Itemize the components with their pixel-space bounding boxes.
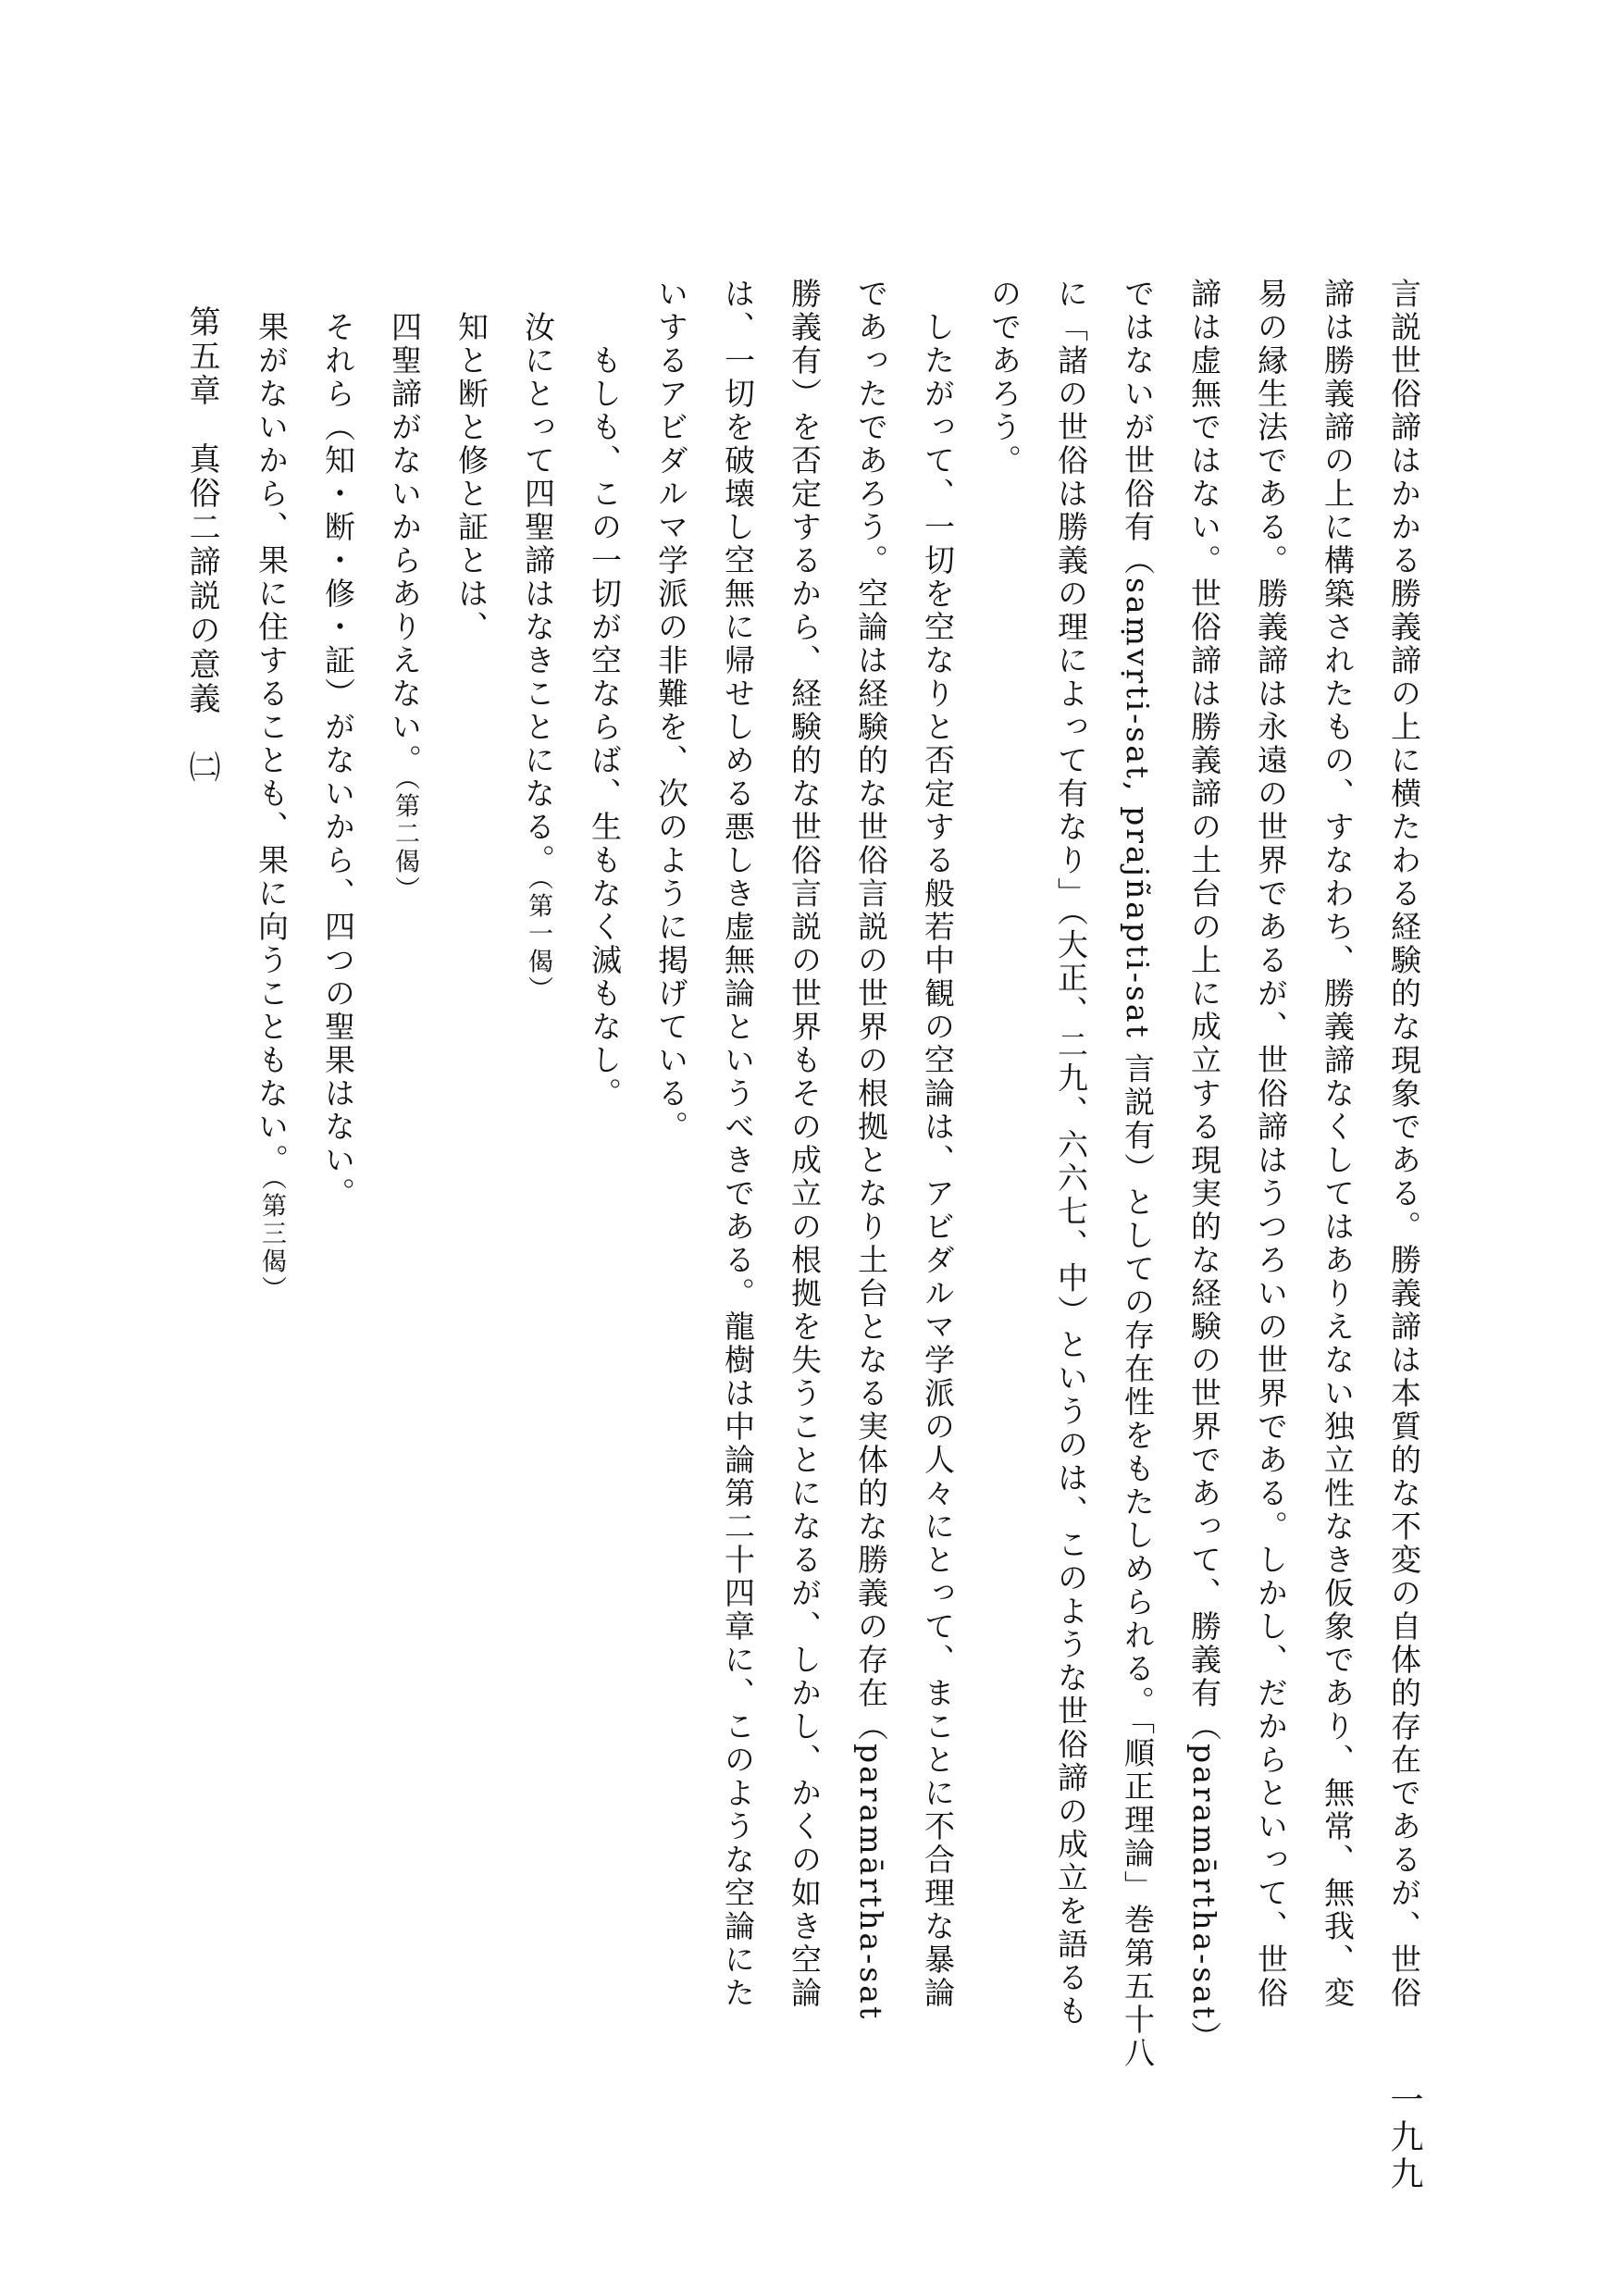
verse-line [571,278,638,2036]
text-line: のであろう。 [986,278,1023,478]
verse-line [371,278,438,2036]
text-line: 勝義有）を否定するから、経験的な世俗言説の世界もその成立の根拠を失うことになるが、しかし、かくの如き空論 [787,278,823,2010]
running-title: 第五章 真俗二諦説の意義 ㈡ [183,305,220,785]
text-line: は、一切を破壊し空無に帰せしめる悪しき虚無論というべきである。龍樹は中論第二十四章に、このような空論にた [720,278,756,2010]
text-line: いするアビダルマ学派の非難を、次のように掲げている。 [653,278,689,1144]
body-text [238,278,1437,2070]
page-number: 一九九 [1385,2082,1423,2193]
verse-number: （第一偈） [524,877,552,1004]
verse-line [238,278,304,2036]
verse-number: （第三偈） [257,1177,286,1304]
verse-line [304,278,371,2036]
verse-line [438,278,504,2036]
verse-text: 汝にとって四聖諦はなきことになる。 [520,311,556,877]
text-line: したがって、一切を空なりと否定する般若中観の空論は、アビダルマ学派の人々にとって、まことに不合理な暴論 [920,311,956,2010]
verse-text: もしも、この一切が空ならば、生もなく滅もなし。 [587,344,623,1111]
verse-text: 四聖諦がないからありえない。 [387,311,423,777]
verse-line [504,278,571,2036]
text-line: 易の縁生法である。勝義諦は永遠の世界であるが、世俗諦はうつろいの世界である。しかし、だからといって、世俗 [1253,278,1289,2010]
text-line: 諦は虚無ではない。世俗諦は勝義諦の土台の上に成立する現実的な経験の世界であって、勝義有（paramārtha-sat） [1186,278,1222,2055]
text-line: 言説世俗諦はかかる勝義諦の上に横たわる経験的な現象である。勝義諦は本質的な不変の自体的存在であるが、世俗 [1386,278,1422,2010]
verse-text: 果がないから、果に住することも、果に向うこともない。 [254,311,290,1177]
text-line: であったであろう。空論は経験的な世俗言説の世界の根拠となり土台となる実体的な勝義の存在（paramārtha-sat [853,278,889,2022]
verse-text: 知と断と修と証とは、 [453,311,490,644]
text-line: 諦は勝義諦の上に構築されたもの、すなわち、勝義諦なくしてはありえない独立性なき仮象であり、無常、無我、変 [1320,278,1356,2010]
verse-number: （第二偈） [391,777,419,904]
verse-text: それら（知・断・修・証）がないから、四つの聖果はない。 [320,311,356,1210]
text-line: に「諸の世俗は勝義の理によって有なり」（大正、二九、六六七、中）というのは、このような世俗諦の成立を語るも [1053,278,1089,2029]
text-line: ではないが世俗有（saṃvṛti-sat, prajñapti-sat 言説有）としての存在性をもたしめられる。「順正理論」巻第五十八 [1120,278,1156,2070]
